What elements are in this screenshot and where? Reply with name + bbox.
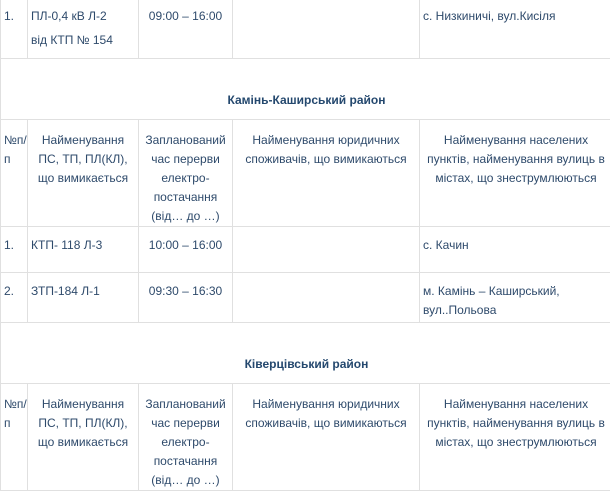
- table-header-row: [1, 120, 610, 227]
- district-title: Ківерцівський район: [1, 323, 610, 384]
- ps-name: ЗТП-184 Л-1: [28, 273, 139, 323]
- settlements-cell: с. Низкиничі, вул.Кисіля: [420, 0, 610, 59]
- consumers-cell: [233, 227, 420, 273]
- header-settlements: Найменування населених пунктів, найменування вулиць в містах, що знеструмлюються: [420, 120, 610, 227]
- header-consumers: Найменування юридичних споживачів, що вимикаються: [233, 120, 420, 227]
- header-consumers: Найменування юридичних споживачів, що вимикаються: [233, 384, 420, 491]
- district-row: [1, 59, 610, 120]
- consumers-cell: [233, 273, 420, 323]
- table-row: [1, 227, 610, 273]
- ps-name: ПЛ-0,4 кВ Л-2 від КТП № 154: [28, 0, 139, 59]
- row-number: 1.: [1, 0, 28, 59]
- outage-time: 09:00 – 16:00: [139, 0, 233, 59]
- header-ps: Найменування ПС, ТП, ПЛ(КЛ), що вимикається: [28, 384, 139, 491]
- district-title: Камінь-Каширський район: [1, 59, 610, 120]
- header-num: №п/п: [1, 384, 28, 491]
- outage-time: 10:00 – 16:00: [139, 227, 233, 273]
- district-row: [1, 323, 610, 384]
- row-number: 2.: [1, 273, 28, 323]
- row-number: 1.: [1, 227, 28, 273]
- settlements-cell: с. Качин: [420, 227, 610, 273]
- header-time: Запланований час перерви електро- постачання (від… до …): [139, 120, 233, 227]
- outage-time: 09:30 – 16:30: [139, 273, 233, 323]
- table-header-row: [1, 384, 610, 491]
- consumers-cell: [233, 0, 420, 59]
- settlements-cell: м. Камінь – Каширський, вул..Польова: [420, 273, 610, 323]
- header-ps: Найменування ПС, ТП, ПЛ(КЛ), що вимикається: [28, 120, 139, 227]
- table-row: [1, 273, 610, 323]
- header-settlements: Найменування населених пунктів, найменування вулиць в містах, що знеструмлюються: [420, 384, 610, 491]
- header-num: №п/п: [1, 120, 28, 227]
- header-time: Запланований час перерви електро- постачання (від… до …): [139, 384, 233, 491]
- table-row: [1, 0, 610, 59]
- ps-name: КТП- 118 Л-3: [28, 227, 139, 273]
